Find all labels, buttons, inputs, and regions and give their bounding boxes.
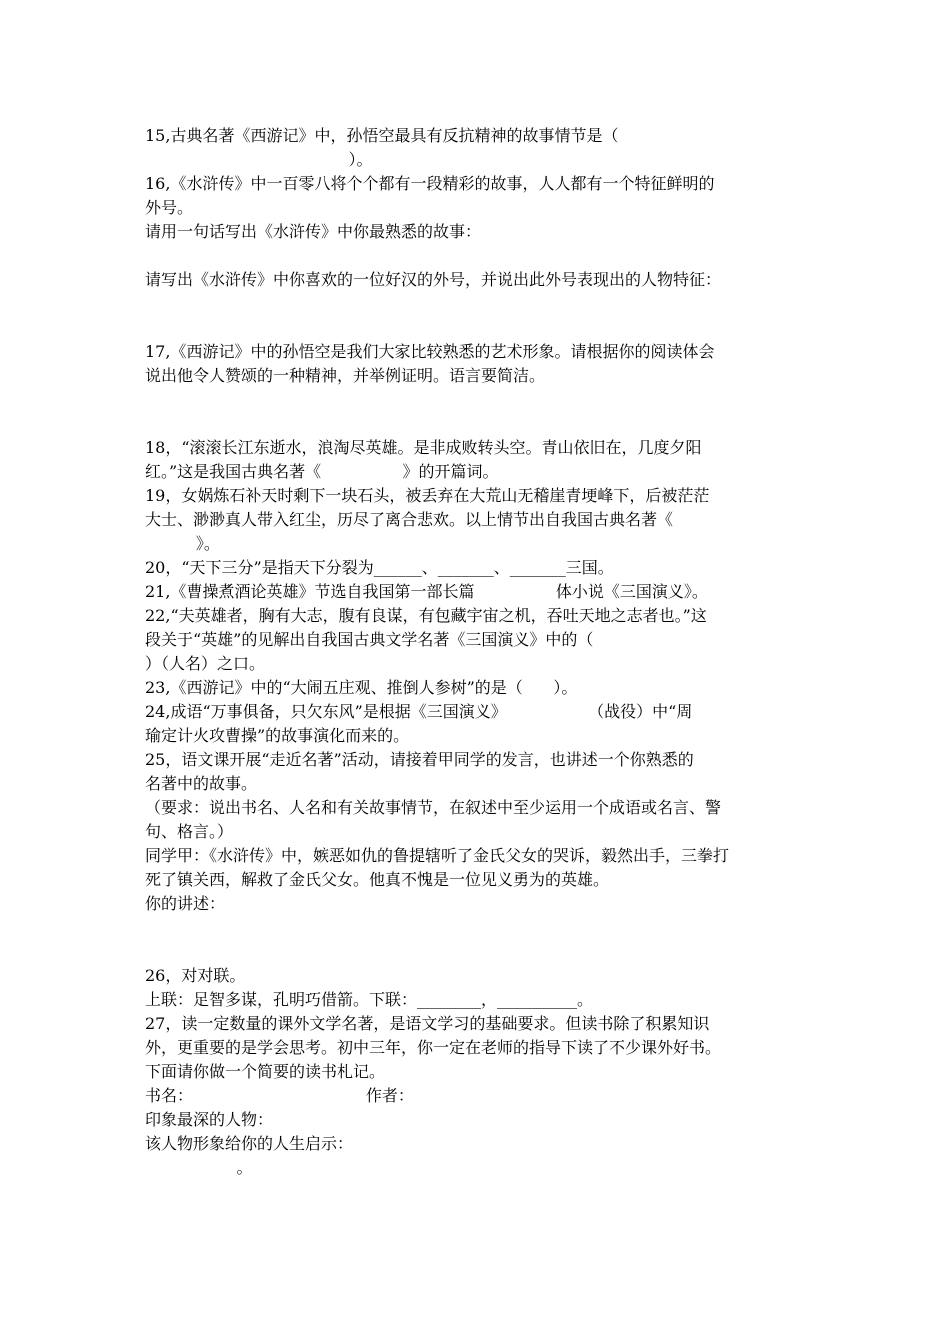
q24-line-1: 24,成语“万事俱备，只欠东风”是根据《三国演义》 （战役）中“周: [145, 702, 693, 721]
answer-space: [145, 292, 815, 340]
q27-book-author: 书名： 作者：: [145, 1086, 414, 1105]
q22-line-1: 22,“夫英雄者，胸有大志，腹有良谋，有包藏宇宙之机，吞吐天地之志者也。”这: [145, 606, 707, 625]
q25-line-1: 25，语文课开展“走近名著”活动，请接着甲同学的发言，也讲述一个你熟悉的: [145, 750, 694, 769]
q25-requirement-1: （要求：说出书名、人名和有关故事情节，在叙述中至少运用一个成语或名言、警: [145, 798, 722, 817]
q17-line-1: 17,《西游记》中的孙悟空是我们大家比较熟悉的艺术形象。请根据你的阅读体会: [145, 342, 715, 361]
q21-line: 21,《曹操煮酒论英雄》节选自我国第一部长篇 体小说《三国演义》。: [145, 582, 708, 601]
answer-space: [145, 388, 815, 436]
q27-end: 。: [145, 1158, 253, 1177]
answer-space: [145, 244, 815, 268]
answer-space: [145, 916, 815, 964]
q19-line-3: 》。: [145, 534, 220, 553]
q25-example-2: 死了镇关西，解救了金氏父女。他真不愧是一位见义勇为的英雄。: [145, 870, 610, 889]
q23-line: 23,《西游记》中的“大闹五庄观、推倒人参树”的是（ ）。: [145, 678, 578, 697]
q22-line-3: ）（人名）之口。: [145, 654, 266, 673]
q27-line-1: 27，读一定数量的课外文学名著，是语文学习的基础要求。但读书除了积累知识: [145, 1014, 710, 1033]
q27-character: 印象最深的人物：: [145, 1110, 274, 1129]
q26-line-2: 上联：足智多谋，孔明巧借箭。下联：________，__________。: [145, 990, 594, 1009]
q27-line-2: 外，更重要的是学会思考。初中三年，你一定在老师的指导下读了不少课外好书。: [145, 1038, 722, 1057]
q25-your-turn: 你的讲述：: [145, 894, 226, 913]
q19-line-2: 大士、渺渺真人带入红尘，历尽了离合悲欢。以上情节出自我国古典名著《: [145, 510, 674, 529]
q16-prompt-1: 请用一句话写出《水浒传》中你最熟悉的故事：: [145, 222, 482, 241]
q26-line-1: 26，对对联。: [145, 966, 246, 985]
document-page: [145, 124, 815, 1180]
q15-line-2: ）。: [145, 150, 373, 169]
q18-line-2: 红。”这是我国古典名著《 》的开篇词。: [145, 462, 499, 481]
q16-prompt-2: 请写出《水浒传》中你喜欢的一位好汉的外号，并说出此外号表现出的人物特征：: [145, 270, 722, 289]
q19-line-1: 19，女娲炼石补天时剩下一块石头，被丢弃在大荒山无稽崖青埂峰下，后被茫茫: [145, 486, 710, 505]
q16-line-1: 16,《水浒传》中一百零八将个个都有一段精彩的故事，人人都有一个特征鲜明的: [145, 174, 715, 193]
q16-line-2: 外号。: [145, 198, 194, 217]
q25-example-1: 同学甲：《水浒传》中，嫉恶如仇的鲁提辖听了金氏父女的哭诉，毅然出手，三拳打: [145, 846, 730, 865]
q22-line-2: 段关于“英雄”的见解出自我国古典文学名著《三国演义》中的（: [145, 630, 594, 649]
q17-line-2: 说出他令人赞颂的一种精神，并举例证明。语言要简洁。: [145, 366, 546, 385]
q27-insight: 该人物形象给你的人生启示：: [145, 1134, 354, 1153]
q25-requirement-2: 句、格言。）: [145, 822, 234, 841]
q18-line-1: 18，“滚滚长江东逝水，浪淘尽英雄。是非成败转头空。青山依旧在，几度夕阳: [145, 438, 702, 457]
q25-line-2: 名著中的故事。: [145, 774, 258, 793]
q27-line-3: 下面请你做一个简要的读书札记。: [145, 1062, 386, 1081]
q20-line: 20，“天下三分”是指天下分裂为______、_______、_______三国。: [145, 558, 614, 577]
q24-line-2: 瑜定计火攻曹操”的故事演化而来的。: [145, 726, 410, 745]
q15-line-1: 15,古典名著《西游记》中，孙悟空最具有反抗精神的故事情节是（: [145, 126, 619, 145]
